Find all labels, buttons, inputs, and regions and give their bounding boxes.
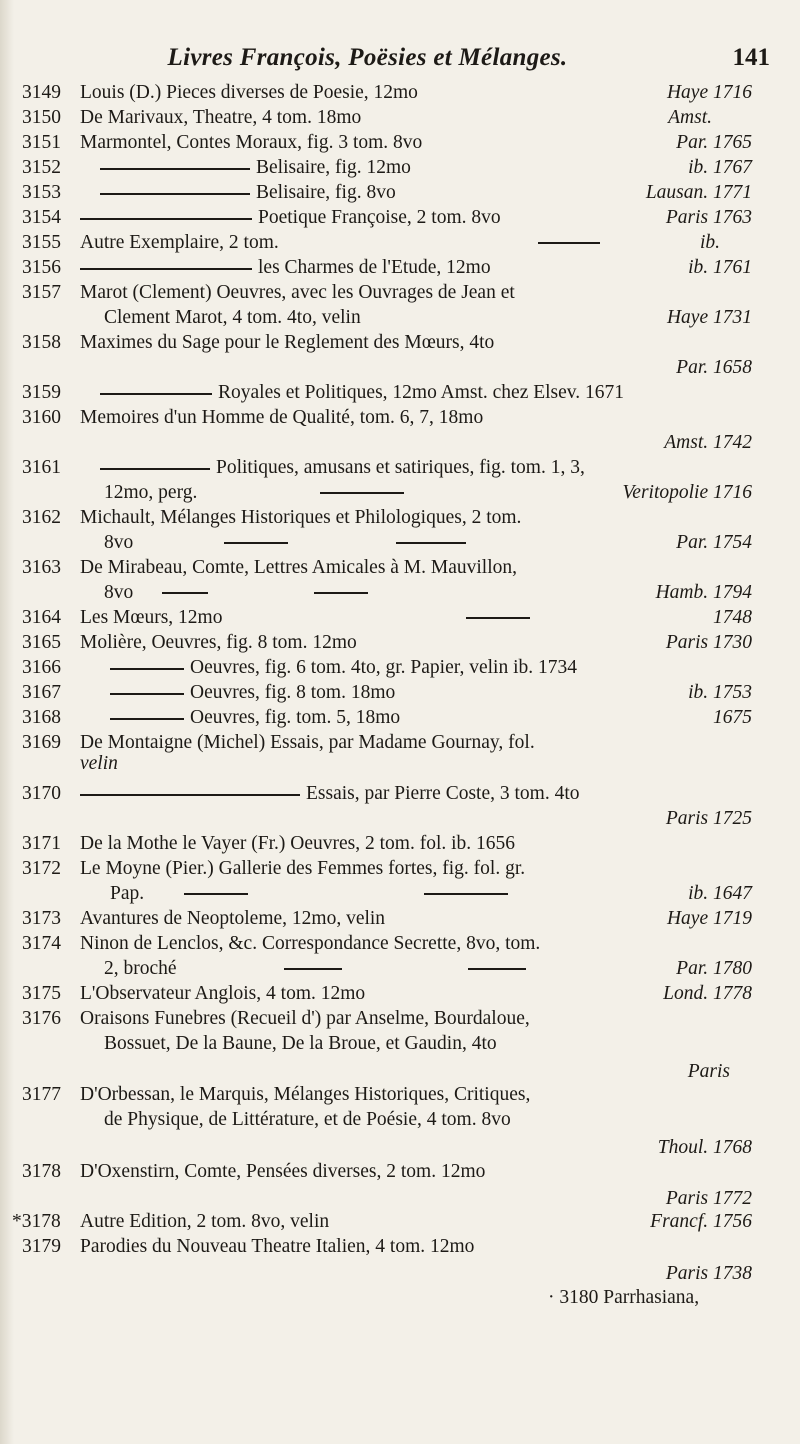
catalogue-entry-continuation [0, 429, 800, 457]
entry-text: Maximes du Sage pour le Reglement des Mœurs, 4to [80, 332, 495, 353]
entry-text: Louis (D.) Pieces diverses de Poesie, 12mo [80, 82, 418, 103]
entry-imprint: Haye 1719 [666, 908, 752, 929]
catalogue-entry [0, 104, 800, 132]
catalogue-entry [0, 654, 800, 682]
entry-imprint: Par. 1765 [676, 132, 752, 153]
entry-imprint: Lond. 1778 [663, 983, 752, 1004]
entry-text: Avantures de Neoptoleme, 12mo, velin [80, 908, 386, 929]
catalogue-entry [0, 1081, 800, 1109]
entry-continuation: Pap. [110, 883, 145, 904]
catalogue-entry-continuation [0, 880, 800, 908]
entry-imprint: Francf. 1756 [650, 1211, 752, 1232]
entry-number: 3159 [22, 382, 61, 403]
entry-text: Memoires d'un Homme de Qualité, tom. 6, 7, 18mo [80, 407, 484, 428]
entry-imprint: 1675 [713, 707, 752, 728]
catalogue-entry-continuation [0, 955, 800, 983]
catalogue-entry-continuation [0, 529, 800, 557]
entry-text: Royales et Politiques, 12mo Amst. chez Elsev. 1671 [218, 382, 625, 403]
catalogue-entry [0, 79, 800, 107]
ditto-dash [314, 592, 368, 594]
ditto-dash [224, 542, 288, 544]
catalogue-entry [0, 980, 800, 1008]
ditto-dash [284, 968, 342, 970]
entry-number: 3151 [22, 132, 61, 153]
entry-text: Autre Exemplaire, 2 tom. [80, 232, 279, 253]
entry-number: 3169 [22, 732, 61, 753]
catalogue-entry [0, 404, 800, 432]
entry-number: 3161 [22, 457, 61, 478]
ditto-dash [80, 268, 252, 270]
ditto-dash [100, 193, 250, 195]
catalogue-entry [0, 1233, 800, 1261]
entry-text: Autre Edition, 2 tom. 8vo, velin [80, 1211, 330, 1232]
ditto-dash [100, 468, 210, 470]
entry-number: 3164 [22, 607, 61, 628]
ditto-dash [396, 542, 466, 544]
entry-number: 3174 [22, 933, 61, 954]
entry-continuation: de Physique, de Littérature, et de Poésie, 4 tom. 8vo [104, 1109, 511, 1130]
ditto-dash [80, 794, 300, 796]
entry-text: L'Observateur Anglois, 4 tom. 12mo [80, 983, 366, 1004]
entry-text: De Mirabeau, Comte, Lettres Amicales à M. Mauvillon, [80, 557, 518, 578]
catalogue-entry [0, 379, 800, 407]
entry-imprint: Par. 1754 [676, 532, 752, 553]
entry-text: Oeuvres, fig. tom. 5, 18mo [190, 707, 401, 728]
catalogue-entry [0, 454, 800, 482]
entry-number: 3178 [22, 1161, 61, 1182]
entry-number: 3170 [22, 783, 61, 804]
ditto-dash [424, 893, 508, 895]
catalogue-entry-continuation [0, 354, 800, 382]
entry-text: les Charmes de l'Etude, 12mo [258, 257, 491, 278]
entry-continuation: 12mo, perg. [104, 482, 198, 503]
catalogue-entry [0, 129, 800, 157]
entry-continuation: 2, broché [104, 958, 177, 979]
entry-text: Les Mœurs, 12mo [80, 607, 223, 628]
catalogue-entry [0, 1158, 800, 1186]
page-title: Livres François, Poësies et Mélanges. [167, 44, 568, 71]
entry-number: 3152 [22, 157, 61, 178]
catalogue-entry [0, 830, 800, 858]
entry-number: *3178 [12, 1211, 61, 1232]
entry-imprint: ib. 1647 [688, 883, 752, 904]
catalogue-entry [0, 704, 800, 732]
ditto-dash [100, 393, 212, 395]
ditto-dash [468, 968, 526, 970]
catalogue-entry [0, 780, 800, 808]
entry-number: 3154 [22, 207, 61, 228]
entry-number: 3173 [22, 908, 61, 929]
ditto-dash [110, 693, 184, 695]
entry-text: Belisaire, fig. 8vo [256, 182, 396, 203]
entry-number: 3158 [22, 332, 61, 353]
entry-text: Politiques, amusans et satiriques, fig. tom. 1, 3, [216, 457, 585, 478]
catchword: · 3180 Parrhasiana, [548, 1287, 700, 1308]
catalogue-entry [0, 229, 800, 257]
catalogue-entry-continuation [0, 750, 800, 778]
entry-imprint: Haye 1716 [666, 82, 752, 103]
entry-text: De la Mothe le Vayer (Fr.) Oeuvres, 2 tom. fol. ib. 1656 [80, 833, 516, 854]
entry-number: 3157 [22, 282, 61, 303]
ditto-dash [110, 718, 184, 720]
entry-imprint: Paris 1725 [665, 808, 752, 829]
entry-text: D'Oxenstirn, Comte, Pensées diverses, 2 tom. 12mo [80, 1161, 486, 1182]
entry-imprint: Lausan. 1771 [645, 182, 752, 203]
entry-number: 3149 [22, 82, 61, 103]
page-number: 141 [732, 44, 770, 71]
entry-text: Oeuvres, fig. 6 tom. 4to, gr. Papier, velin ib. 1734 [190, 657, 578, 678]
entry-number: 3171 [22, 833, 61, 854]
catalogue-entry [0, 604, 800, 632]
catalogue-entry-continuation [0, 579, 800, 607]
entry-imprint: Veritopolie 1716 [622, 482, 752, 503]
entry-number: 3165 [22, 632, 61, 653]
entry-imprint: Amst. [668, 107, 712, 128]
catalogue-entry [0, 254, 800, 282]
entry-imprint: Haye 1731 [666, 307, 752, 328]
catalogue-entry-continuation [0, 479, 800, 507]
catalogue-entry-continuation [0, 1106, 800, 1134]
catalogue-entry [0, 329, 800, 357]
entry-number: 3177 [22, 1084, 61, 1105]
catalogue-entry-continuation [0, 805, 800, 833]
catalogue-entry [0, 1005, 800, 1033]
entry-text: Poetique Françoise, 2 tom. 8vo [258, 207, 501, 228]
entry-text: Le Moyne (Pier.) Gallerie des Femmes fortes, fig. fol. gr. [80, 858, 526, 879]
entry-imprint: Par. 1658 [676, 357, 752, 378]
catalogue-entry [0, 279, 800, 307]
ditto-dash [80, 218, 252, 220]
catalogue-entry [0, 154, 800, 182]
entry-text: Belisaire, fig. 12mo [256, 157, 411, 178]
entry-number: 3168 [22, 707, 61, 728]
entry-imprint: Paris 1730 [665, 632, 752, 653]
entry-text: Parodies du Nouveau Theatre Italien, 4 tom. 12mo [80, 1236, 475, 1257]
entry-imprint: Amst. 1742 [664, 432, 752, 453]
entry-number: 3150 [22, 107, 61, 128]
catalogue-entry [0, 554, 800, 582]
ditto-dash [110, 668, 184, 670]
entry-number: 3156 [22, 257, 61, 278]
entry-number: 3167 [22, 682, 61, 703]
catalogue-entry [0, 629, 800, 657]
ditto-dash [100, 168, 250, 170]
entry-imprint: ib. 1767 [688, 157, 752, 178]
entry-text: De Montaigne (Michel) Essais, par Madame Gournay, fol. [80, 732, 535, 753]
ditto-dash [538, 242, 600, 244]
entry-text: Michault, Mélanges Historiques et Philologiques, 2 tom. [80, 507, 522, 528]
entry-imprint: Paris 1738 [665, 1263, 752, 1284]
entry-imprint: ib. 1761 [688, 257, 752, 278]
entry-number: 3162 [22, 507, 61, 528]
entry-number: 3179 [22, 1236, 61, 1257]
entry-number: 3160 [22, 407, 61, 428]
ditto-dash [466, 617, 530, 619]
entry-number: 3175 [22, 983, 61, 1004]
entry-number: 3153 [22, 182, 61, 203]
entry-imprint: Thoul. 1768 [657, 1137, 752, 1158]
entry-number: 3176 [22, 1008, 61, 1029]
entry-imprint: Par. 1780 [676, 958, 752, 979]
catalogue-entry [0, 679, 800, 707]
ditto-dash [162, 592, 208, 594]
catalogue-entry [0, 179, 800, 207]
catalogue-entry [0, 504, 800, 532]
entry-text: Marmontel, Contes Moraux, fig. 3 tom. 8vo [80, 132, 423, 153]
entry-imprint: ib. [699, 232, 720, 253]
entry-text: D'Orbessan, le Marquis, Mélanges Historiques, Critiques, [80, 1084, 531, 1105]
entry-continuation: 8vo [104, 582, 134, 603]
entry-imprint: 1748 [713, 607, 752, 628]
entry-text: Oeuvres, fig. 8 tom. 18mo [190, 682, 396, 703]
entry-imprint: Hamb. 1794 [655, 582, 752, 603]
entry-continuation: velin [80, 753, 118, 774]
catchword-line [0, 1284, 800, 1312]
entry-text: Ninon de Lenclos, &c. Correspondance Secrette, 8vo, tom. [80, 933, 541, 954]
catalogue-entry [0, 930, 800, 958]
entry-number: 3163 [22, 557, 61, 578]
entry-text: De Marivaux, Theatre, 4 tom. 18mo [80, 107, 362, 128]
entry-continuation: 8vo [104, 532, 134, 553]
entry-text: Oraisons Funebres (Recueil d') par Anselme, Bourdaloue, [80, 1008, 530, 1029]
ditto-dash [320, 492, 404, 494]
entry-imprint: Paris [687, 1061, 730, 1082]
entry-text: Essais, par Pierre Coste, 3 tom. 4to [306, 783, 580, 804]
entry-number: 3172 [22, 858, 61, 879]
catalogue-entry [0, 1208, 800, 1236]
catalogue-entry-continuation [0, 1030, 800, 1058]
catalogue-entry [0, 905, 800, 933]
catalogue-entry [0, 204, 800, 232]
entry-number: 3155 [22, 232, 61, 253]
catalogue-entry-continuation [0, 304, 800, 332]
entry-continuation: Clement Marot, 4 tom. 4to, velin [104, 307, 361, 328]
entry-continuation: Bossuet, De la Baune, De la Broue, et Gaudin, 4to [104, 1033, 497, 1054]
entry-imprint: ib. 1753 [688, 682, 752, 703]
entry-imprint: Paris 1763 [665, 207, 752, 228]
entry-text: Molière, Oeuvres, fig. 8 tom. 12mo [80, 632, 357, 653]
catalogue-entry [0, 855, 800, 883]
entry-number: 3166 [22, 657, 61, 678]
ditto-dash [184, 893, 248, 895]
entry-imprint: Paris 1772 [665, 1188, 752, 1209]
entry-text: Marot (Clement) Oeuvres, avec les Ouvrages de Jean et [80, 282, 515, 303]
